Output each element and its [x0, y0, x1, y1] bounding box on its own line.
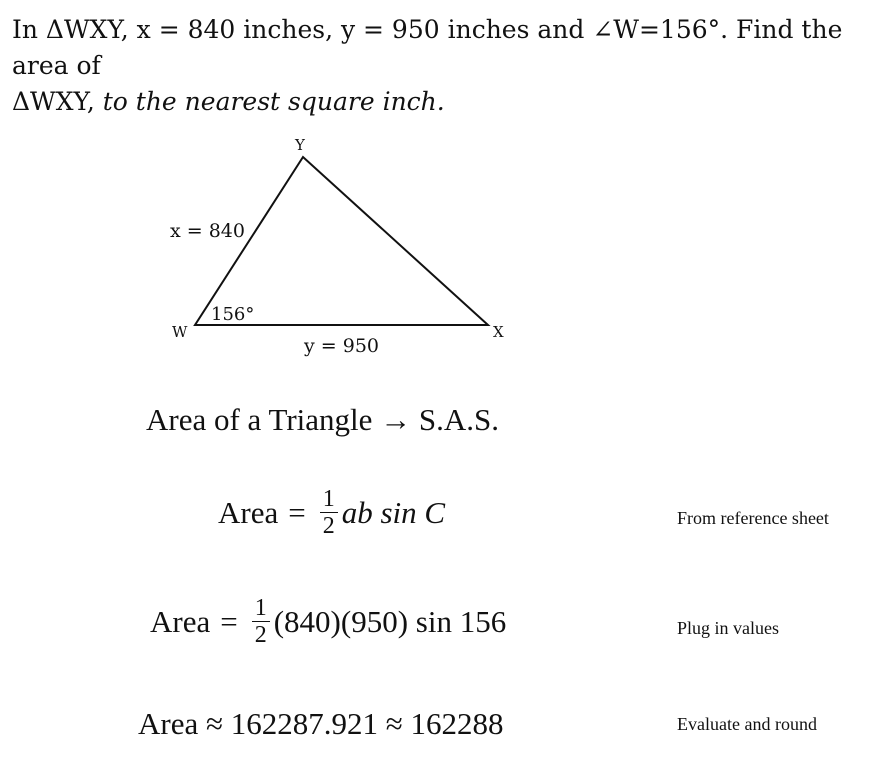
substitution-fraction	[252, 597, 270, 646]
substitution-frac-den: 2	[254, 622, 267, 648]
problem-line-2-plain: ΔWXY,	[12, 87, 95, 116]
substitution-step	[150, 597, 506, 646]
side-x-label: x = 840	[170, 220, 245, 242]
note-evaluate-round: Evaluate and round	[677, 714, 817, 734]
note-reference-sheet: From reference sheet	[677, 508, 829, 528]
substitution-lhs: Area	[150, 603, 211, 639]
vertex-x-label: X	[493, 323, 504, 341]
side-y-label: y = 950	[304, 335, 379, 357]
vertex-y-label: Y	[295, 136, 305, 154]
formula-rhs: ab sin C	[341, 494, 446, 530]
formula-step	[218, 488, 445, 537]
note-plug-in-values: Plug in values	[677, 618, 779, 638]
substitution-equals: =	[220, 603, 238, 639]
formula-equals: =	[288, 494, 306, 530]
vertex-w-label: W	[172, 323, 188, 341]
substitution-frac-num: 1	[252, 597, 270, 622]
formula-fraction	[320, 488, 338, 537]
problem-line-2-italic: to the nearest square inch.	[102, 87, 445, 116]
formula-lhs: Area	[218, 494, 279, 530]
formula-frac-den: 2	[322, 513, 335, 539]
formula-frac-num: 1	[320, 488, 338, 513]
substitution-rhs: (840)(950) sin 156	[273, 603, 507, 639]
angle-w-label: 156°	[211, 304, 255, 325]
result-step: Area ≈ 162287.921 ≈ 162288	[138, 706, 504, 741]
problem-line-1: In ΔWXY, x = 840 inches, y = 950 inches and ∠W=156°. Find the area of	[12, 15, 843, 80]
solution-heading: Area of a Triangle → S.A.S.	[146, 402, 500, 437]
